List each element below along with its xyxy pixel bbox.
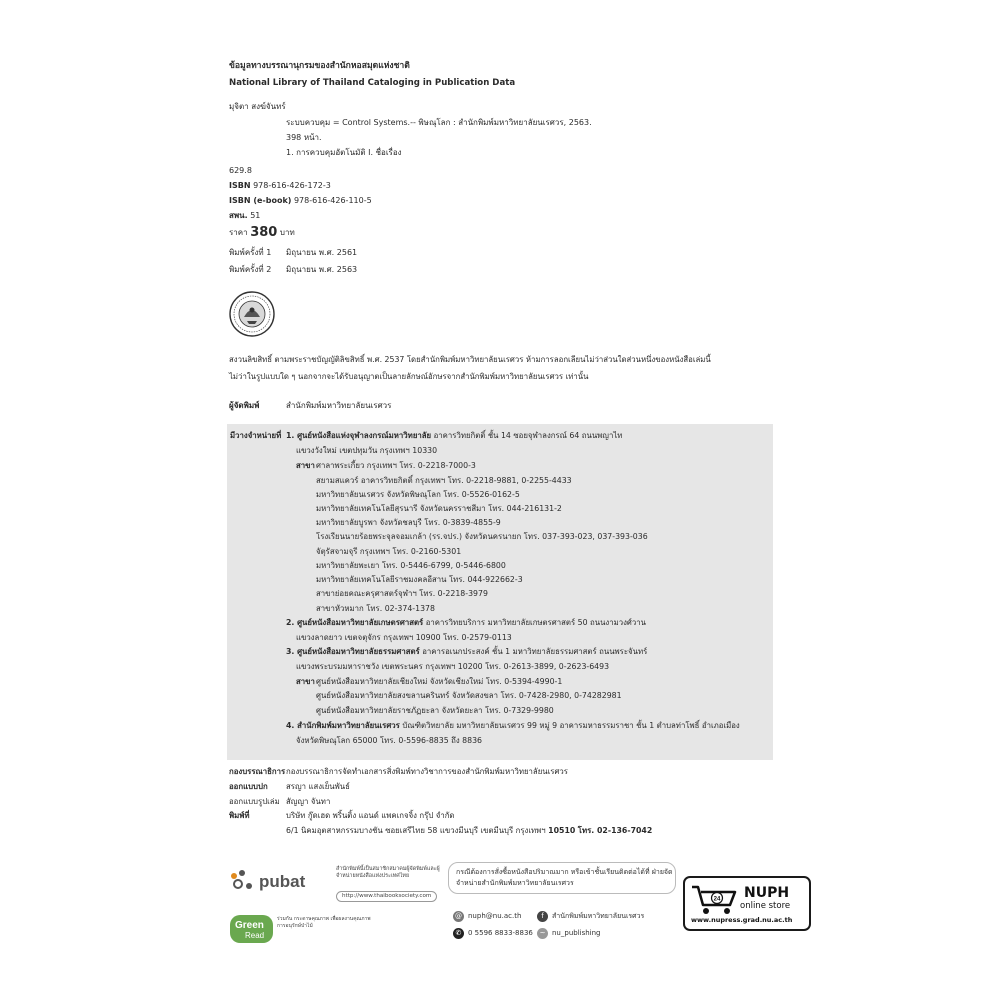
distributor-1-address-2: แขวงวังใหม่ เขตปทุมวัน กรุงเทพฯ 10330 bbox=[296, 446, 438, 455]
distributor-2-address-2: แขวงลาดยาว เขตจตุจักร กรุงเทพฯ 10900 โทร. 0-2579-0113 bbox=[296, 633, 512, 642]
cart-icon bbox=[690, 883, 740, 915]
snp-value: 51 bbox=[250, 211, 261, 220]
snp-label: สพน. bbox=[229, 211, 248, 220]
copyright-line-2: ไม่ว่าในรูปแบบใด ๆ นอกจากจะได้รับอนุญาตเป็นลายลักษณ์อักษรจากสำนักพิมพ์มหาวิทยาลัยนเรศวร เท่านั้น bbox=[229, 372, 589, 381]
isbn-ebook-value: 978-616-426-110-5 bbox=[293, 196, 372, 205]
cip-title-english: National Library of Thailand Cataloging in Publication Data bbox=[229, 78, 516, 88]
publisher-value: สำนักพิมพ์มหาวิทยาลัยนเรศวร bbox=[286, 401, 392, 410]
distributor-4-address-2: จังหวัดพิษณุโลก 65000 โทร. 0-5596-8835 ถึง 8836 bbox=[296, 736, 482, 745]
distributor-3-address-2: แขวงพระบรมมหาราชวัง เขตพระนคร กรุงเทพฯ 10200 โทร. 0-2613-3899, 0-2623-6493 bbox=[296, 662, 610, 671]
catalog-isbn bbox=[229, 181, 331, 191]
catalog-isbn-ebook bbox=[229, 196, 372, 206]
nuph-url-link[interactable]: www.nupress.grad.nu.ac.th bbox=[691, 916, 793, 924]
distributor-1-branch-label: สาขา bbox=[296, 461, 315, 470]
contact-email[interactable] bbox=[453, 911, 521, 922]
catalog-pages: 398 หน้า. bbox=[286, 133, 322, 142]
email-icon: @ bbox=[455, 912, 462, 921]
printer-value: บริษัท กู๊ดเฮด พริ้นติ้ง แอนด์ แพคเกจจิ้ง กรุ๊ป จำกัด bbox=[286, 811, 455, 820]
social-icon: ~ bbox=[537, 928, 548, 939]
printer-zip: 10510 bbox=[548, 826, 576, 835]
phone-icon: ✆ bbox=[453, 928, 464, 939]
catalog-snp bbox=[229, 211, 260, 221]
isbn-ebook-label: ISBN (e-book) bbox=[229, 196, 292, 205]
green-read-logo bbox=[229, 914, 274, 944]
green-logo-word-1: Green bbox=[235, 920, 264, 931]
editorial-value: กองบรรณาธิการจัดทำเอกสารสิ่งพิมพ์ทางวิชาการของสำนักพิมพ์มหาวิทยาลัยนเรศวร bbox=[286, 767, 568, 776]
catalog-price bbox=[229, 224, 295, 240]
distributor-1-name: 1. ศูนย์หนังสือแห่งจุฬาลงกรณ์มหาวิทยาลัย bbox=[286, 431, 432, 440]
layout-design-label: ออกแบบรูปเล่ม bbox=[229, 797, 280, 806]
pubat-description: สำนักพิมพ์นี้เป็นสมาชิกสมาคมผู้จัดพิมพ์และผู้จำหน่ายหนังสือแห่งประเทศไทย bbox=[336, 866, 440, 880]
pubat-name: pubat bbox=[259, 872, 306, 891]
printer-address-text: 6/1 นิคมอุตสาหกรรมบางชัน ซอยเสรีไทย 58 แขวงมีนบุรี เขตมีนบุรี กรุงเทพฯ bbox=[286, 826, 546, 835]
layout-design-value: สัญญา จันทา bbox=[286, 797, 331, 806]
distributor-3 bbox=[286, 647, 647, 656]
branch-item: สาขาหัวหมาก โทร. 02-374-1378 bbox=[316, 604, 435, 613]
branch-item: ศูนย์หนังสือมหาวิทยาลัยราชภัฏยะลา จังหวัดยะลา โทร. 0-7329-9980 bbox=[316, 706, 554, 715]
contact-facebook-text: สำนักพิมพ์มหาวิทยาลัยนเรศวร bbox=[552, 912, 645, 921]
isbn-value: 978-616-426-172-3 bbox=[253, 181, 331, 190]
distributor-1 bbox=[286, 431, 622, 440]
branch-item: ศูนย์หนังสือมหาวิทยาลัยเชียงใหม่ จังหวัดเชียงใหม่ โทร. 0-5394-4990-1 bbox=[316, 677, 563, 686]
contact-facebook[interactable] bbox=[537, 911, 644, 922]
distributor-2-address: อาคารวิทยบริการ มหาวิทยาลัยเกษตรศาสตร์ 50 ถนนงามวงศ์วาน bbox=[425, 618, 646, 627]
isbn-label: ISBN bbox=[229, 181, 251, 190]
contact-social-text: nu_publishing bbox=[552, 929, 601, 938]
cart-hours: 24 bbox=[713, 896, 721, 903]
publisher-label: ผู้จัดพิมพ์ bbox=[229, 401, 260, 410]
distribution-label: มีวางจำหน่ายที่ bbox=[230, 431, 282, 440]
distributor-3-branch-label: สาขา bbox=[296, 677, 315, 686]
branch-item: ศูนย์หนังสือมหาวิทยาลัยสงขลานครินทร์ จังหวัดสงขลา โทร. 0-7428-2980, 0-74282981 bbox=[316, 691, 622, 700]
branch-item: สาขาย่อยคณะครุศาสตร์จุฬาฯ โทร. 0-2218-3979 bbox=[316, 589, 488, 598]
green-read-description: ร่วมกัน กระดาษคุณภาพ เพื่อผลงานคุณภาพ การอนุรักษ์ป่าไม้ bbox=[277, 916, 371, 929]
price-label: ราคา bbox=[229, 228, 248, 237]
printer-tel: โทร. 02-136-7042 bbox=[577, 826, 653, 835]
price-unit: บาท bbox=[279, 228, 295, 237]
distributor-4 bbox=[286, 721, 740, 730]
distributor-3-address: อาคารอเนกประสงค์ ชั้น 1 มหาวิทยาลัยธรรมศาสตร์ ถนนพระจันทร์ bbox=[422, 647, 648, 656]
distributor-4-name: 4. สำนักพิมพ์มหาวิทยาลัยนเรศวร bbox=[286, 721, 400, 730]
branch-item: มหาวิทยาลัยพะเยา โทร. 0-5446-6799, 0-5446-6800 bbox=[316, 561, 506, 570]
bulk-order-notice: กรณีต้องการสั่งซื้อหนังสือปริมาณมาก หรือเข้าชั้นเรียนติดต่อได้ที่ ฝ่ายจัดจำหน่ายสำนักพิมพ์มหาวิทยาลัยนเรศวร bbox=[456, 868, 673, 888]
branch-item: มหาวิทยาลัยเทคโนโลยีราชมงคลอีสาน โทร. 044-922662-3 bbox=[316, 575, 523, 584]
branch-item: มหาวิทยาลัยบูรพา จังหวัดชลบุรี โทร. 0-3839-4855-9 bbox=[316, 518, 501, 527]
distributor-2-name: 2. ศูนย์หนังสือมหาวิทยาลัยเกษตรศาสตร์ bbox=[286, 618, 424, 627]
distributor-2 bbox=[286, 618, 646, 627]
printer-label: พิมพ์ที่ bbox=[229, 811, 250, 820]
copyright-line-1: สงวนลิขสิทธิ์ ตามพระราชบัญญัติลิขสิทธิ์ พ.ศ. 2537 โดยสำนักพิมพ์มหาวิทยาลัยนเรศวร ห้ามการลอกเลียนไม่ว่าส่วนใดส่วนหนึ่งของหนังสือเล่มนี้ bbox=[229, 355, 711, 364]
contact-social[interactable] bbox=[537, 928, 601, 939]
contact-phone-text: 0 5596 8833-8836 bbox=[468, 929, 533, 938]
pubat-logo bbox=[229, 868, 329, 894]
distributor-3-name: 3. ศูนย์หนังสือมหาวิทยาลัยธรรมศาสตร์ bbox=[286, 647, 420, 656]
editorial-label: กองบรรณาธิการ bbox=[229, 767, 286, 776]
branch-item: จัตุรัสจามจุรี กรุงเทพฯ โทร. 0-2160-5301 bbox=[316, 547, 462, 556]
branch-item: สยามสแควร์ อาคารวิทยกิตติ์ กรุงเทพฯ โทร. 0-2218-9881, 0-2255-4433 bbox=[316, 476, 572, 485]
distributor-1-address: อาคารวิทยกิตติ์ ชั้น 14 ซอยจุฬาลงกรณ์ 64 ถนนพญาไท bbox=[433, 431, 623, 440]
branch-item: มหาวิทยาลัยเทคโนโลยีสุรนารี จังหวัดนครราชสีมา โทร. 044-216131-2 bbox=[316, 504, 562, 513]
print-edition-1-label: พิมพ์ครั้งที่ 1 bbox=[229, 248, 272, 257]
print-edition-1-date: มิถุนายน พ.ศ. 2561 bbox=[286, 248, 358, 257]
catalog-subject: 1. การควบคุมอัตโนมัติ I. ชื่อเรื่อง bbox=[286, 148, 402, 157]
catalog-author: มุจิตา สงฆ์จันทร์ bbox=[229, 102, 286, 111]
catalog-class-number: 629.8 bbox=[229, 166, 252, 175]
contact-phone[interactable] bbox=[453, 928, 533, 939]
nuph-title: NUPH bbox=[744, 885, 790, 901]
print-edition-2-label: พิมพ์ครั้งที่ 2 bbox=[229, 265, 272, 274]
printer-address bbox=[286, 826, 652, 835]
cip-title-thai: ข้อมูลทางบรรณานุกรมของสำนักหอสมุดแห่งชาติ bbox=[229, 61, 410, 71]
cover-design-value: สรญา แสงเย็นพันธ์ bbox=[286, 782, 350, 791]
green-logo-word-2: Read bbox=[245, 931, 265, 940]
print-edition-2-date: มิถุนายน พ.ศ. 2563 bbox=[286, 265, 358, 274]
nuph-subtitle: online store bbox=[740, 901, 791, 911]
distributor-4-address: บัณฑิตวิทยาลัย มหาวิทยาลัยนเรศวร 99 หมู่ 9 อาคารมหาธรรมราชา ชั้น 1 ตำบลท่าโพธิ์ อำเภอเมือง bbox=[402, 721, 740, 730]
branch-item: โรงเรียนนายร้อยพระจุลจอมเกล้า (รร.จปร.) จังหวัดนครนายก โทร. 037-393-023, 037-393-036 bbox=[316, 532, 648, 541]
seal-icon bbox=[229, 291, 275, 337]
price-value: 380 bbox=[250, 225, 278, 240]
branch-item: ศาลาพระเกี้ยว กรุงเทพฯ โทร. 0-2218-7000-3 bbox=[316, 461, 476, 470]
facebook-icon: f bbox=[537, 911, 548, 922]
catalog-title-line: ระบบควบคุม = Control Systems.-- พิษณุโลก : สำนักพิมพ์มหาวิทยาลัยนเรศวร, 2563. bbox=[286, 118, 592, 127]
contact-email-text: nuph@nu.ac.th bbox=[468, 912, 522, 921]
cover-design-label: ออกแบบปก bbox=[229, 782, 268, 791]
pubat-url-link[interactable]: http://www.thaibooksociety.com bbox=[336, 891, 437, 902]
branch-item: มหาวิทยาลัยนเรศวร จังหวัดพิษณุโลก โทร. 0-5526-0162-5 bbox=[316, 490, 520, 499]
